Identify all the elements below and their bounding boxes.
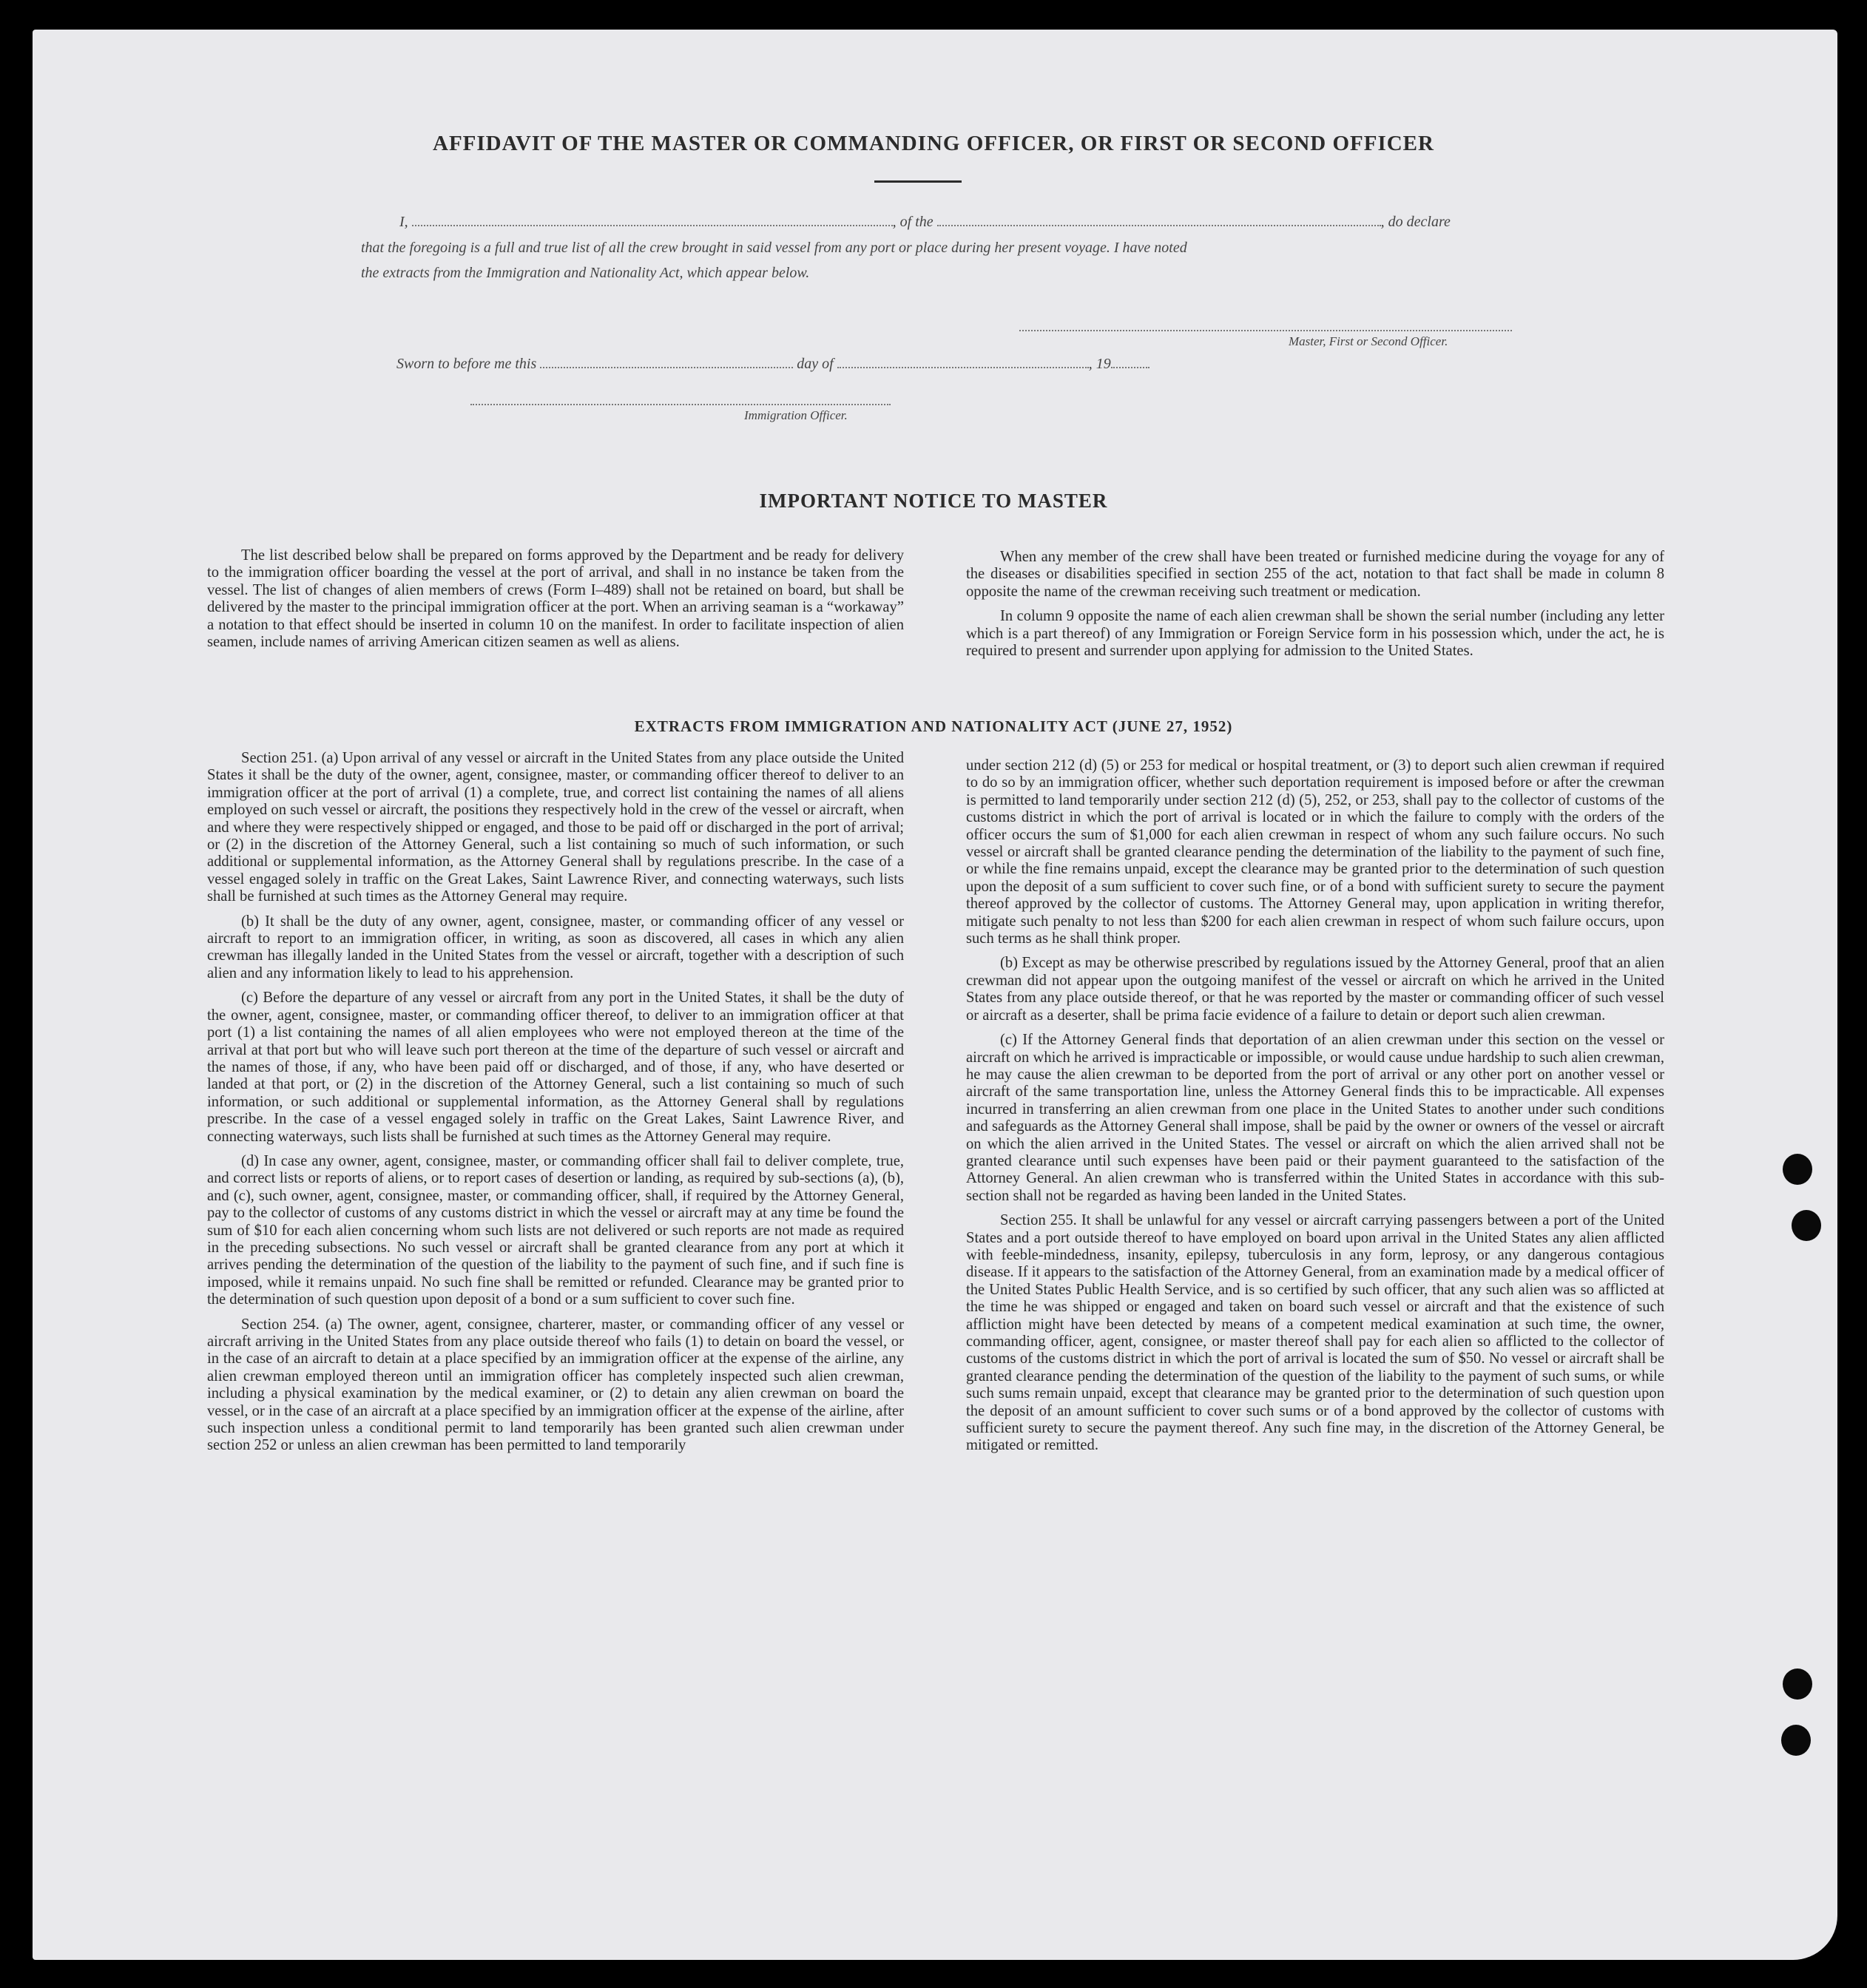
punch-hole <box>1781 1725 1811 1756</box>
notice-paragraph: In column 9 opposite the name of each alien crewman shall be shown the serial number (including any letter which is a part thereof) of any Immigration or Foreign Service form in his possession which, under the act, he is required to present and surrender upon applying for admission to the United States. <box>966 608 1664 660</box>
section-251-b: (b) It shall be the duty of any owner, agent, consignee, master, or commanding officer of any vessel or aircraft to report to an immigration officer, in writing, as soon as discovered, all cases in which any alien crewman has illegally landed in the United States from the vessel or aircraft, together with a description of such alien and any information likely to lead to his apprehension. <box>207 913 904 981</box>
section-254-b: (b) Except as may be otherwise prescribed by regulations issued by the Attorney General, proof that an alien crewman did not appear upon the outgoing manifest of the vessel or aircraft on which he arrived in the United States from any place outside thereof, or that he was reported by the master or commanding officer of such vessel or aircraft as a deserter, shall be prima facie evidence of a failure to detain or deport such alien crewman. <box>966 955 1664 1024</box>
section-254-a-continued: under section 212 (d) (5) or 253 for medical or hospital treatment, or (3) to deport such alien crewman if required to do so by an immigration officer, whether such deportation requirement is imposed before or after the crewman is permitted to land temporarily under section 212 (d) (5), 252, or 253, shall pay to the collector of customs of the customs district in which the port of arrival is located or in which the failure to comply with the orders of the officer occurs the sum of $1,000 for each alien crewman in respect of whom any such failure occurs. No such vessel or aircraft shall be granted clearance pending the determination of the liability to the payment of such fine, or while the fine remains unpaid, except the clearance may be granted prior to the determination of such question upon the deposit of a sum sufficient to cover such fine, or of a bond with sufficient surety to secure the payment thereof approved by the collector of customs. The Attorney General may, upon application in writing therefor, mitigate such penalty to not less than $200 for each alien crewman in respect of whom such failure occurs, upon such terms as he shall think proper. <box>966 757 1664 947</box>
vessel-blank[interactable] <box>937 212 1381 226</box>
declaration-i: I, <box>399 214 408 230</box>
sworn-day-of: day of <box>797 356 834 372</box>
sworn-year-blank[interactable] <box>1111 354 1149 368</box>
section-251-a: Section 251. (a) Upon arrival of any vessel or aircraft in the United States from any place outside the United States it shall be the duty of the owner, agent, consignee, master, or commanding officer thereof to deliver to an immigration officer at the port of arrival (1) a complete, true, and correct list containing the names of all aliens employed on such vessel or aircraft, the positions they respectively hold in the crew of the vessel or aircraft, when and where they were respectively shipped or engaged, and those to be paid off or discharged in the port of arrival; or (2) in the discretion of the Attorney General, such a list containing so much of such information, or such additional or supplemental information, as the Attorney General shall by regulations prescribe. In the case of a vessel engaged solely in traffic on the Great Lakes, Saint Lawrence River, and connecting waterways, such lists shall be furnished at such times as the Attorney General may require. <box>207 750 904 905</box>
title-rule <box>874 180 962 183</box>
notice-left-column <box>207 547 904 658</box>
name-blank[interactable] <box>412 212 893 226</box>
section-251-c: (c) Before the departure of any vessel or aircraft from any port in the United States, it shall be the duty of the owner, agent, consignee, master, or commanding officer thereof, to deliver to an immigration officer at that port (1) a list containing the names of all alien employees who were not employed thereon at the time of the arrival at that port but who will leave such port thereon at the time of the departure of such vessel or aircraft and the names of those, if any, who have been paid off or discharged, and of those, if any, who have deserted or landed at that port, or (2) in the discretion of the Attorney General, such a list containing so much of such information, or such additional or supplemental information, as the Attorney General shall by regulations prescribe. In the case of a vessel engaged solely in traffic on the Great Lakes, Saint Lawrence River, and connecting waterways, such lists shall be furnished at such times as the Attorney General may require. <box>207 990 904 1145</box>
punch-hole <box>1792 1210 1821 1241</box>
notice-title: IMPORTANT NOTICE TO MASTER <box>759 490 1108 512</box>
master-signature-line[interactable] <box>1019 330 1512 331</box>
extracts-title: EXTRACTS FROM IMMIGRATION AND NATIONALITY ACT (JUNE 27, 1952) <box>634 717 1233 735</box>
punch-hole <box>1783 1154 1812 1185</box>
declaration-do-declare: , do declare <box>1380 214 1451 230</box>
notice-right-column <box>966 549 1664 667</box>
notice-paragraph: The list described below shall be prepared on forms approved by the Department and be ready for delivery to the immigration officer boarding the vessel at the port of arrival, and shall in no instance be taken from the vessel. The list of changes of alien members of crews (Form I–489) shall not be retained on board, but shall be delivered by the master to the principal immigration officer at the port. When an arriving seaman is a “workaway” a notation to that effect should be inserted in column 10 on the manifest. In order to facilitate inspection of alien seamen, include names of arriving American citizen seamen as well as aliens. <box>207 547 904 651</box>
notice-paragraph: When any member of the crew shall have been treated or furnished medicine during the voyage for any of the diseases or disabilities specified in section 255 of the act, notation to that fact shall be made in column 8 opposite the name of the crewman receiving such treatment or medication. <box>966 549 1664 600</box>
declaration-of-the: , of the <box>892 214 934 230</box>
immigration-officer-caption: Immigration Officer. <box>744 408 848 422</box>
section-255: Section 255. It shall be unlawful for any vessel or aircraft carrying passengers between a port of the United States and a port outside thereof to have employed on board upon arrival in the United States any alien afflicted with feeble-mindedness, insanity, epilepsy, tuberculosis in any form, leprosy, or any dangerous contagious disease. If it appears to the satisfaction of the Attorney General, from an examination made by a medical officer of the United States Public Health Service, and is so certified by such officer, that any such alien was so afflicted at the time he was shipped or engaged and taken on board such vessel or aircraft and that the existence of such affliction might have been detected by means of a competent medical examination at such time, the owner, commanding officer, agent, consignee, or master thereof shall pay for each alien so afflicted to the collector of customs of the customs district in which the port of arrival is located the sum of $50. No vessel or aircraft shall be granted clearance pending the determination of the question of the liability to the payment of such sums, or while such sums remain unpaid, except that clearance may be granted prior to the determination of such question upon the deposit of an amount sufficient to cover such sums or of a bond approved by the collector of customs with sufficient surety to secure the payment thereof. Any such fine may, in the discretion of the Attorney General, be mitigated or remitted. <box>966 1212 1664 1454</box>
extracts-left-column <box>207 750 904 1462</box>
master-signature-caption: Master, First or Second Officer. <box>1289 334 1448 348</box>
sworn-line <box>396 354 1149 373</box>
section-254-a: Section 254. (a) The owner, agent, consignee, charterer, master, or commanding officer of any vessel or aircraft arriving in the United States from any place outside thereof who fails (1) to detain on board the vessel, or in the case of an aircraft to detain at a place specified by an immigration officer at the expense of the airline, any alien crewman employed thereon until an immigration officer has completely inspected such alien crewman, including a physical examination by the medical examiner, or (2) to detain any alien crewman on board the vessel, or in the case of an aircraft at a place specified by an immigration officer at the expense of the airline, after such inspection unless a conditional permit to land temporarily has been granted such alien crewman under section 252 or unless an alien crewman has been permitted to land temporarily <box>207 1316 904 1454</box>
affidavit-title: AFFIDAVIT OF THE MASTER OR COMMANDING OFFICER, OR FIRST OR SECOND OFFICER <box>433 132 1434 155</box>
immigration-officer-signature-line[interactable] <box>470 404 891 405</box>
declaration-line-2: that the foregoing is a full and true list of all the crew brought in said vessel from any port or place during her present voyage. I have noted <box>361 240 1187 256</box>
sworn-before-me: Sworn to before me this <box>396 356 537 372</box>
section-254-c: (c) If the Attorney General finds that deportation of an alien crewman under this section on the vessel or aircraft on which he arrived is impracticable or impossible, or would cause undue hardship to such alien crewman, he may cause the alien crewman to be deported from the port of arrival or any other port on another vessel or aircraft of the same transportation line, unless the Attorney General finds this to be impracticable. All expenses incurred in transferring an alien crewman from one place in the United States to another under such conditions and safeguards as the Attorney General shall impose, shall be paid by the owner or owners of the vessel or aircraft on which the alien arrived in the United States. The vessel or aircraft on which the alien arrived shall not be granted clearance until such expenses have been paid or their payment guaranteed to the satisfaction of the Attorney General. An alien crewman who is transferred within the United States in accordance with this sub-section shall not be regarded as having been landed in the United States. <box>966 1032 1664 1204</box>
extracts-right-column <box>966 757 1664 1462</box>
declaration-line-1 <box>399 212 1451 231</box>
punch-hole <box>1783 1668 1812 1700</box>
sworn-month-blank[interactable] <box>837 354 1089 368</box>
declaration-line-3: the extracts from the Immigration and Nationality Act, which appear below. <box>361 265 810 281</box>
sworn-year-prefix: , 19 <box>1088 356 1111 372</box>
sworn-day-blank[interactable] <box>540 354 793 368</box>
section-251-d: (d) In case any owner, agent, consignee, master, or commanding officer shall fail to deliver complete, true, and correct lists or reports of aliens, or to report cases of desertion or landing, as required by sub-sections (a), (b), and (c), such owner, agent, consignee, master, or commanding officer, shall, if required by the Attorney General, pay to the collector of customs of any customs district in which the vessel or aircraft may at any time be found the sum of $10 for each alien concerning whom such lists are not delivered or such reports are not made as required in the preceding subsections. No such vessel or aircraft shall be granted clearance from any port at which it arrives pending the determination of the question of the liability to the payment of such fine, and if such fine is imposed, while it remains unpaid. No such fine shall be remitted or refunded. Clearance may be granted prior to the determination of such question upon deposit of a bond or a sum sufficient to cover such fine. <box>207 1152 904 1308</box>
